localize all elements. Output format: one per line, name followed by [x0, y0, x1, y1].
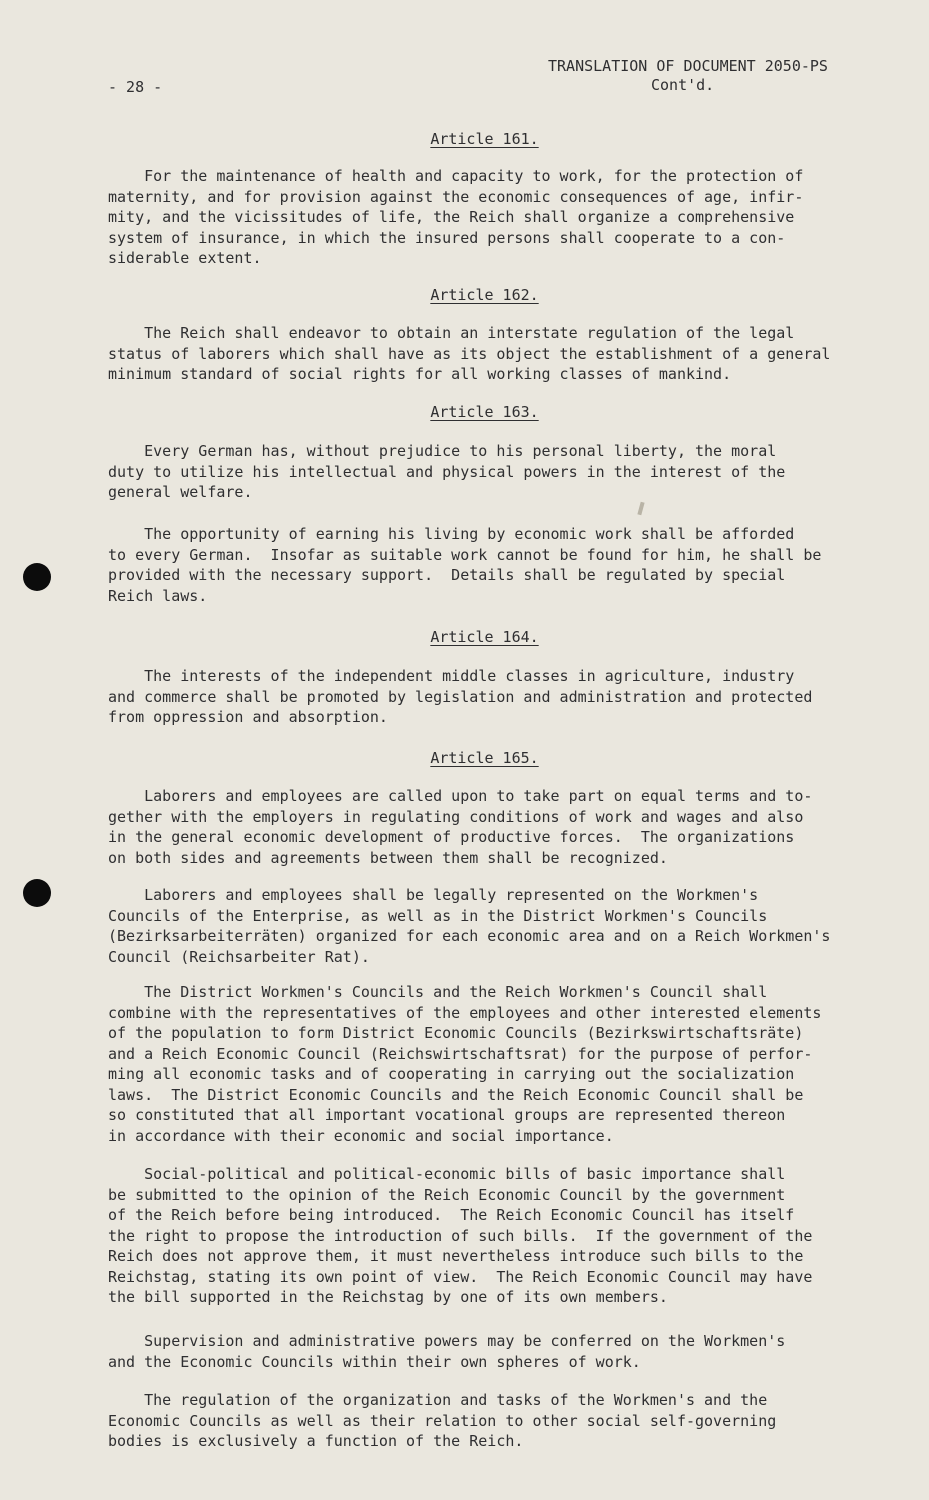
heading-article-163: Article 163.	[430, 403, 539, 421]
paragraph-article-165-b: Laborers and employees shall be legally represented on the Workmen's Councils of the Enterprise, as well as in the District Workmen's Councils (Bezirksarbeiterräten) organized for each economic area and on a Reich Workmen's Council (Reichsarbeiter Rat).	[108, 886, 831, 966]
heading-article-161: Article 161.	[430, 130, 539, 148]
paragraph-article-164: The interests of the independent middle classes in agriculture, industry and commerce shall be promoted by legislation and administration and protected from oppression and absorption.	[108, 667, 813, 726]
punch-hole-bottom	[23, 879, 51, 907]
punch-hole-top	[23, 563, 51, 591]
ink-speck	[637, 502, 644, 516]
heading-article-164: Article 164.	[430, 628, 539, 646]
document-header	[548, 57, 828, 95]
paragraph-article-163-a: Every German has, without prejudice to his personal liberty, the moral duty to utilize his intellectual and physical powers in the interest of the general welfare.	[108, 442, 786, 501]
header-title: TRANSLATION OF DOCUMENT 2050-PS	[548, 57, 828, 75]
paragraph-article-162: The Reich shall endeavor to obtain an interstate regulation of the legal status of laborers which shall have as its object the establishment of a general minimum standard of social rights for all working classes of mankind.	[108, 324, 831, 383]
paragraph-article-165-f: The regulation of the organization and tasks of the Workmen's and the Economic Councils as well as their relation to other social self-governing bodies is exclusively a function of the Reich.	[108, 1391, 777, 1450]
heading-article-165: Article 165.	[430, 749, 539, 767]
header-continued: Cont'd.	[651, 76, 715, 94]
paragraph-article-165-d: Social-political and political-economic bills of basic importance shall be submitted to the opinion of the Reich Economic Council by the government of the Reich before being introduced. The Reich Economic Council has itself the right to propose the introduction of such bills. If the government of the Reich does not approve them, it must nevertheless introduce such bills to the Reichstag, stating its own point of view. The Reich Economic Council may have the bill supported in the Reichstag by one of its own members.	[108, 1165, 813, 1306]
paragraph-article-165-a: Laborers and employees are called upon to take part on equal terms and to- gether with the employers in regulating conditions of work and wages and also in the general economic development of productive forces. The organizations on both sides and agreements between them shall be recognized.	[108, 787, 813, 867]
paragraph-article-161: For the maintenance of health and capacity to work, for the protection of maternity, and for provision against the economic consequences of age, infir- mity, and the vicissitudes of life, the Reich shall organize a comprehensive system of insurance, in which the insured persons shall cooperate to a con- siderable extent.	[108, 167, 804, 267]
page-number: - 28 -	[108, 78, 163, 96]
paragraph-article-165-e: Supervision and administrative powers may be conferred on the Workmen's and the Economic Councils within their own spheres of work.	[108, 1332, 786, 1371]
paragraph-article-165-c: The District Workmen's Councils and the Reich Workmen's Council shall combine with the representatives of the employees and other interested elements of the population to form District Economic Councils (Bezirkswirtschaftsräte) and a Reich Economic Council (Reichswirtschaftsrat) for the purpose of perfor- ming all economic tasks and of cooperating in carrying out the socialization laws. The District Economic Councils and the Reich Economic Council shall be so constituted that all important vocational groups are represented thereon in accordance with their economic and social importance.	[108, 983, 822, 1145]
paragraph-article-163-b: The opportunity of earning his living by economic work shall be afforded to every German. Insofar as suitable work cannot be found for him, he shall be provided with the necessary support. Details shall be regulated by special Reich laws.	[108, 525, 822, 605]
heading-article-162: Article 162.	[430, 286, 539, 304]
